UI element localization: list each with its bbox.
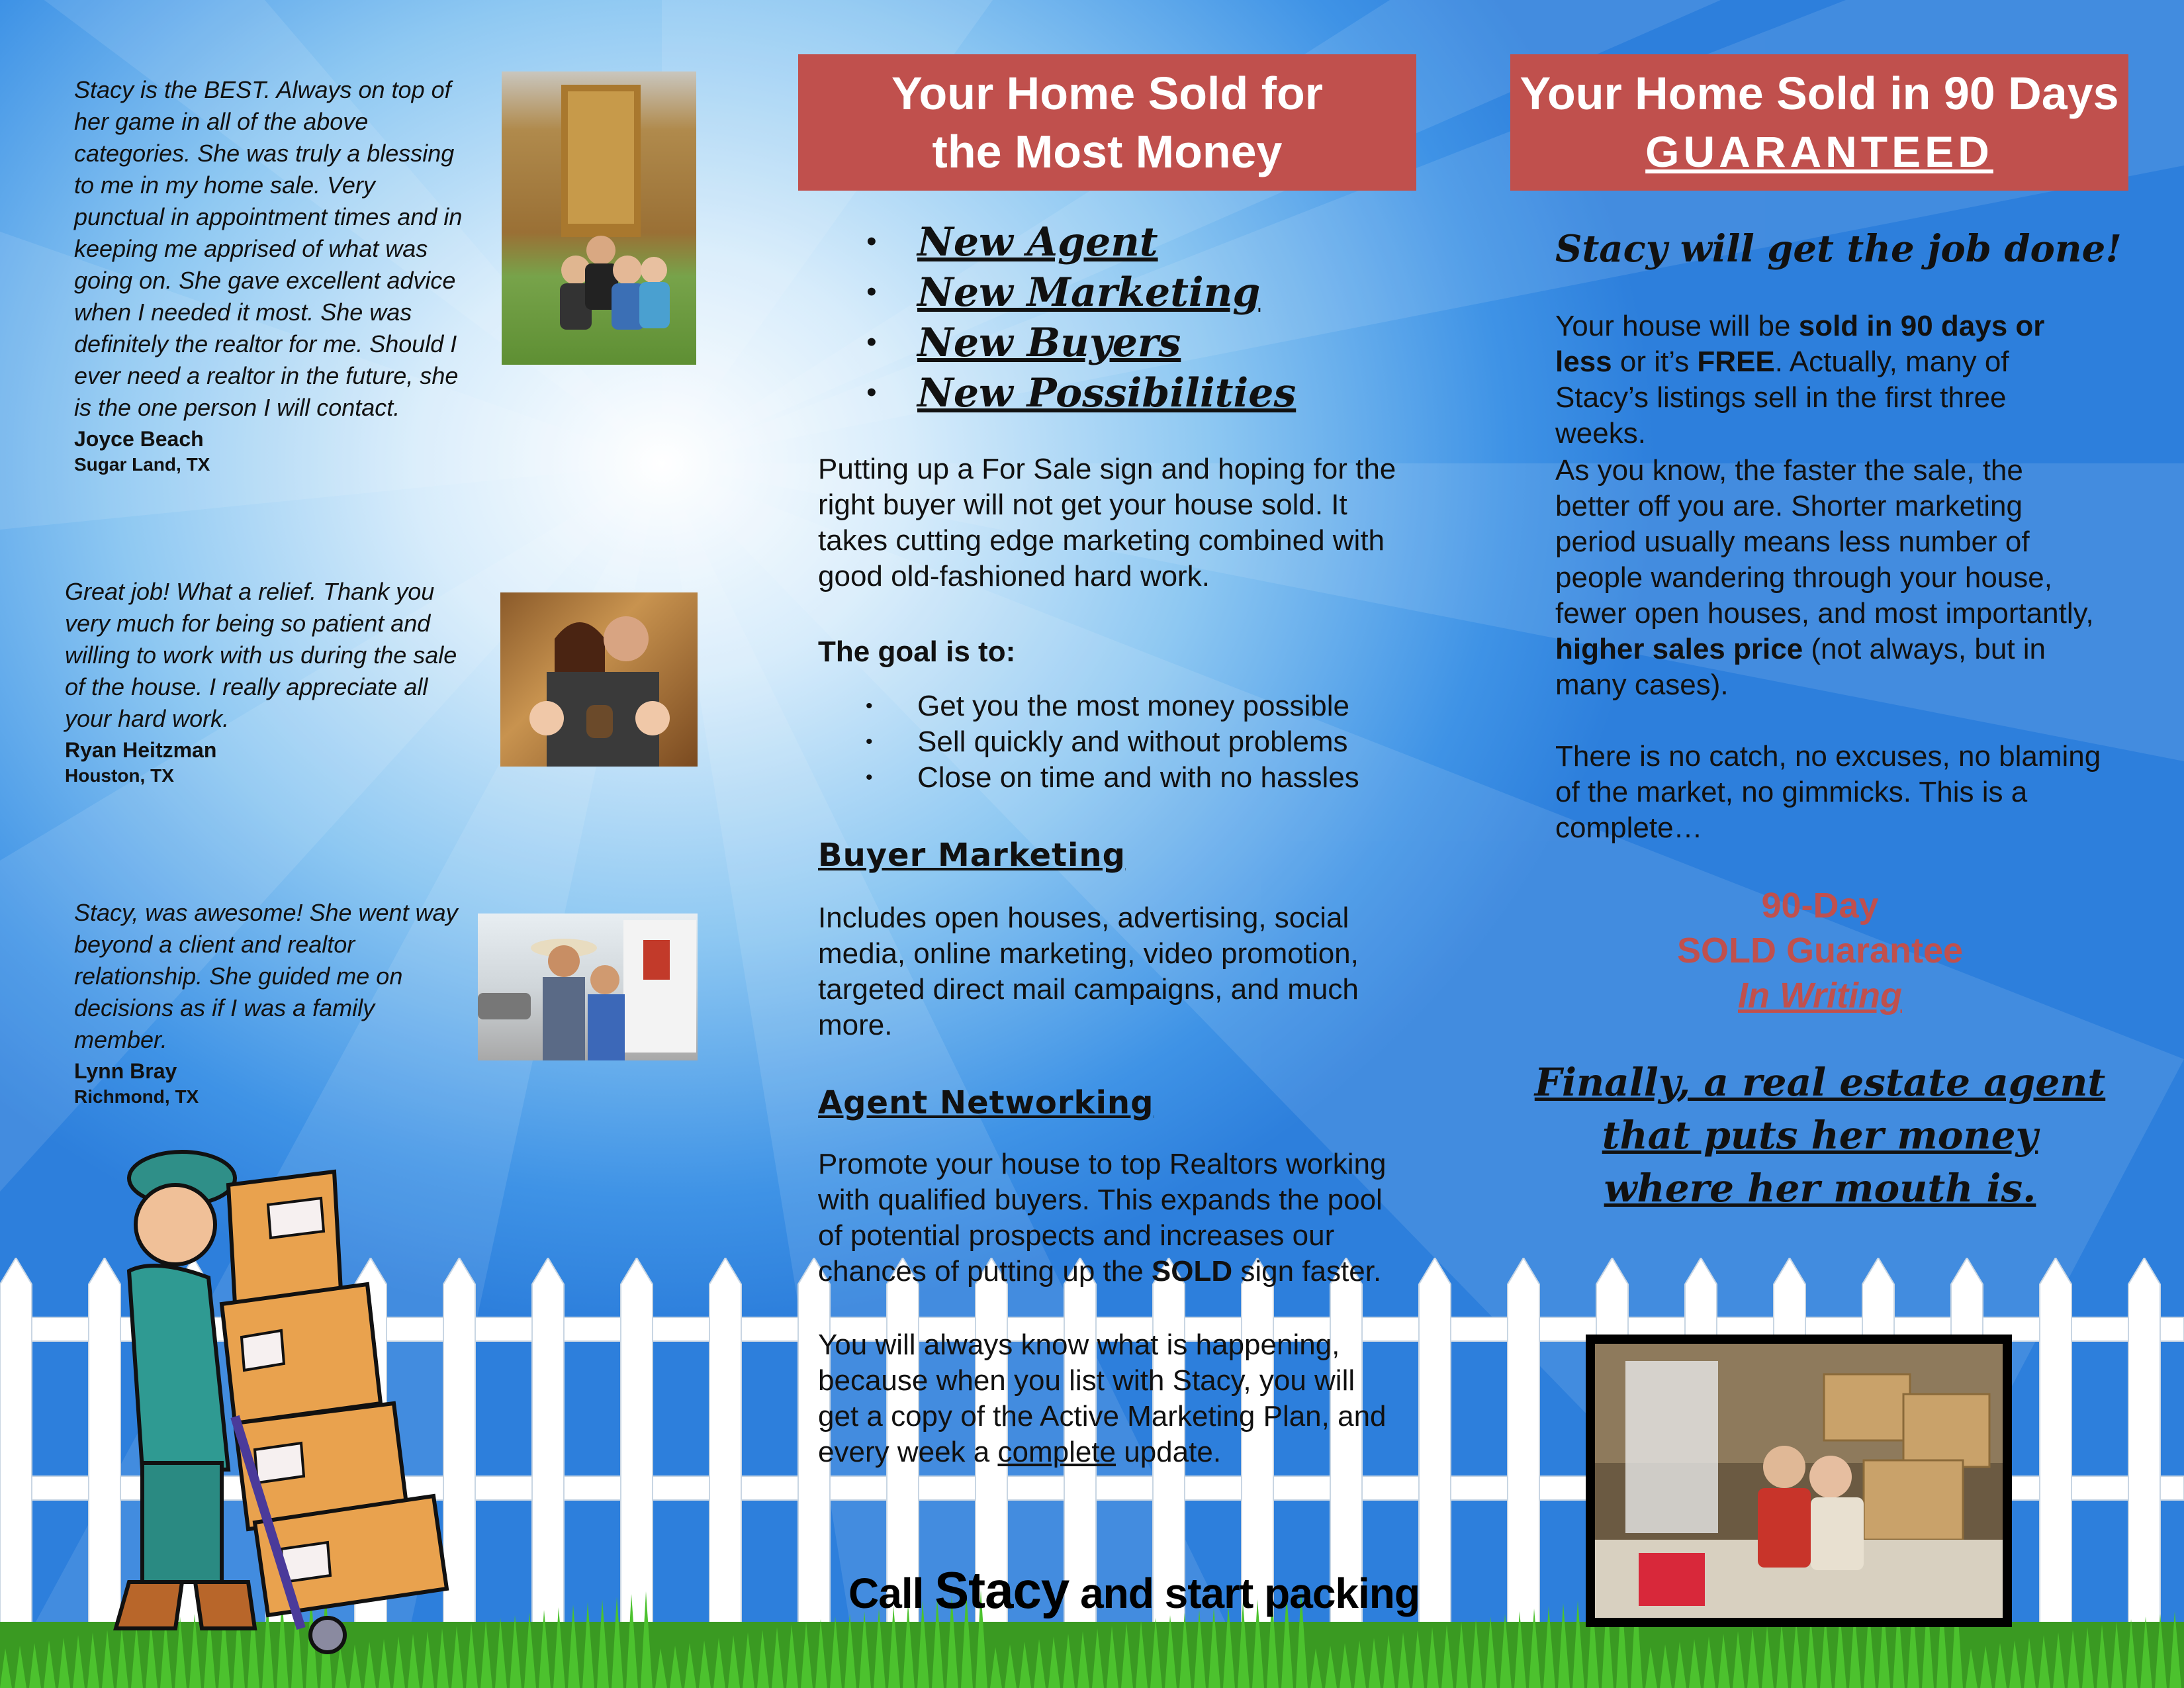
list-item: • New Buyers	[864, 318, 1394, 368]
buyer-marketing-heading: Buyer Marketing	[818, 837, 1126, 874]
text-span: sign faster.	[1232, 1255, 1382, 1288]
list-item: • Close on time and with no hassles	[818, 760, 1414, 796]
tagline: Stacy will get the job done!	[1555, 227, 2122, 271]
intro-paragraph: Putting up a For Sale sign and hoping for the right buyer will not get your house sold. It takes cutting edge marketing combined with good old-fashioned hard work.	[818, 453, 1396, 592]
bold-span: sold in 90 days or less	[1555, 310, 2045, 378]
testimonial-city: Houston, TX	[65, 765, 174, 786]
agent-networking-text	[818, 1147, 1400, 1289]
guarantee-block	[1555, 883, 2085, 1018]
banner-line: the Most Money	[932, 126, 1283, 177]
call-to-action	[848, 1561, 1420, 1620]
text-span: Call	[848, 1570, 935, 1617]
bold-span: FREE	[1697, 346, 1775, 378]
mover-with-boxes-illustration	[103, 1125, 480, 1655]
closing-statement	[1522, 1056, 2118, 1215]
family-photo-autumn	[500, 592, 698, 767]
sold-bold: SOLD	[1151, 1255, 1233, 1288]
right-banner	[1510, 54, 2128, 191]
list-item: • New Agent	[864, 217, 1394, 267]
right-paragraph-3: There is no catch, no excuses, no blaming of the market, no gimmicks. This is a complete…	[1555, 740, 2101, 844]
text-span: or it’s	[1612, 346, 1698, 378]
text-span: You will always know what is happening, because when you list with Stacy, you will get a copy of the Active Marketing Plan, and every week a	[818, 1329, 1387, 1468]
testimonial-name: Ryan Heitzman	[65, 738, 217, 762]
testimonial-city: Sugar Land, TX	[74, 454, 210, 475]
text-span: Your house will be	[1555, 310, 1799, 342]
banner-guaranteed: GUARANTEED	[1645, 127, 1993, 176]
guarantee-line: 90-Day	[1761, 886, 1879, 925]
testimonial-3	[74, 897, 471, 1109]
closing-line: Finally, a real estate agent	[1534, 1060, 2106, 1105]
always-know-text	[818, 1327, 1400, 1470]
text-span: Promote your house to top Realtors working with qualified buyers. This expands the pool of potential prospects and increases our chances of putting up the	[818, 1148, 1387, 1288]
text-span: (not always, but in many cases).	[1555, 633, 2046, 701]
right-paragraph-1	[1555, 308, 2105, 451]
family-photo-front-door	[502, 71, 696, 365]
cta-name: Stacy	[934, 1561, 1069, 1619]
agent-networking-heading: Agent Networking	[818, 1084, 1154, 1121]
closing-line: that puts her money	[1602, 1113, 2038, 1158]
text-span: and start packing	[1069, 1570, 1420, 1617]
right-paragraph-2	[1555, 453, 2105, 703]
testimonial-quote: Stacy, was awesome! She went way beyond a client and realtor relationship. She guided me on decisions as if I was a family member.	[74, 899, 458, 1053]
goal-list	[818, 688, 1414, 796]
testimonial-name: Joyce Beach	[74, 427, 204, 451]
couple-photo-street	[478, 914, 698, 1060]
testimonial-quote: Great job! What a relief. Thank you very much for being so patient and willing to work with us during the sale of the house. I really appreciate all your hard work.	[65, 578, 457, 732]
testimonial-name: Lynn Bray	[74, 1059, 177, 1083]
middle-banner	[798, 54, 1416, 191]
couple-with-boxes-photo	[1586, 1335, 2012, 1627]
testimonial-quote: Stacy is the BEST. Always on top of her game in all of the above categories. She was truly a blessing to me in my home sale. Very punctual in appointment times and in keeping me apprised of what was going on. She gave excellent advice when I needed it most. She was definitely the realtor for me. Should I ever need a realtor in the future, she is the one person I will contact.	[74, 76, 463, 421]
complete-underline: complete	[997, 1436, 1116, 1468]
list-item: • New Possibilities	[864, 368, 1394, 418]
testimonial-city: Richmond, TX	[74, 1086, 199, 1107]
goal-heading: The goal is to:	[818, 635, 1016, 668]
guarantee-in-writing: In Writing	[1738, 976, 1902, 1015]
banner-line: Your Home Sold for	[891, 68, 1324, 119]
testimonial-1	[74, 74, 471, 477]
text-span: . Actually, many of Stacy’s listings sell in the first three weeks.	[1555, 346, 2009, 449]
list-item: • Get you the most money possible	[818, 688, 1414, 724]
text-span: As you know, the faster the sale, the better off you are. Shorter marketing period usually means less number of people wandering through your house, fewer open houses, and most importantly,	[1555, 454, 2094, 630]
guarantee-line: SOLD Guarantee	[1676, 931, 1964, 970]
banner-line: Your Home Sold in 90 Days	[1520, 68, 2119, 119]
buyer-marketing-text: Includes open houses, advertising, social media, online marketing, video promotion, targeted direct mail campaigns, and much more.	[818, 902, 1359, 1041]
testimonial-2	[65, 576, 462, 788]
list-item: • New Marketing	[864, 267, 1394, 318]
closing-line: where her mouth is.	[1604, 1166, 2036, 1211]
new-features-list	[864, 217, 1394, 418]
text-span: update.	[1116, 1436, 1222, 1468]
bold-span: higher sales price	[1555, 633, 1803, 665]
list-item: • Sell quickly and without problems	[818, 724, 1414, 760]
